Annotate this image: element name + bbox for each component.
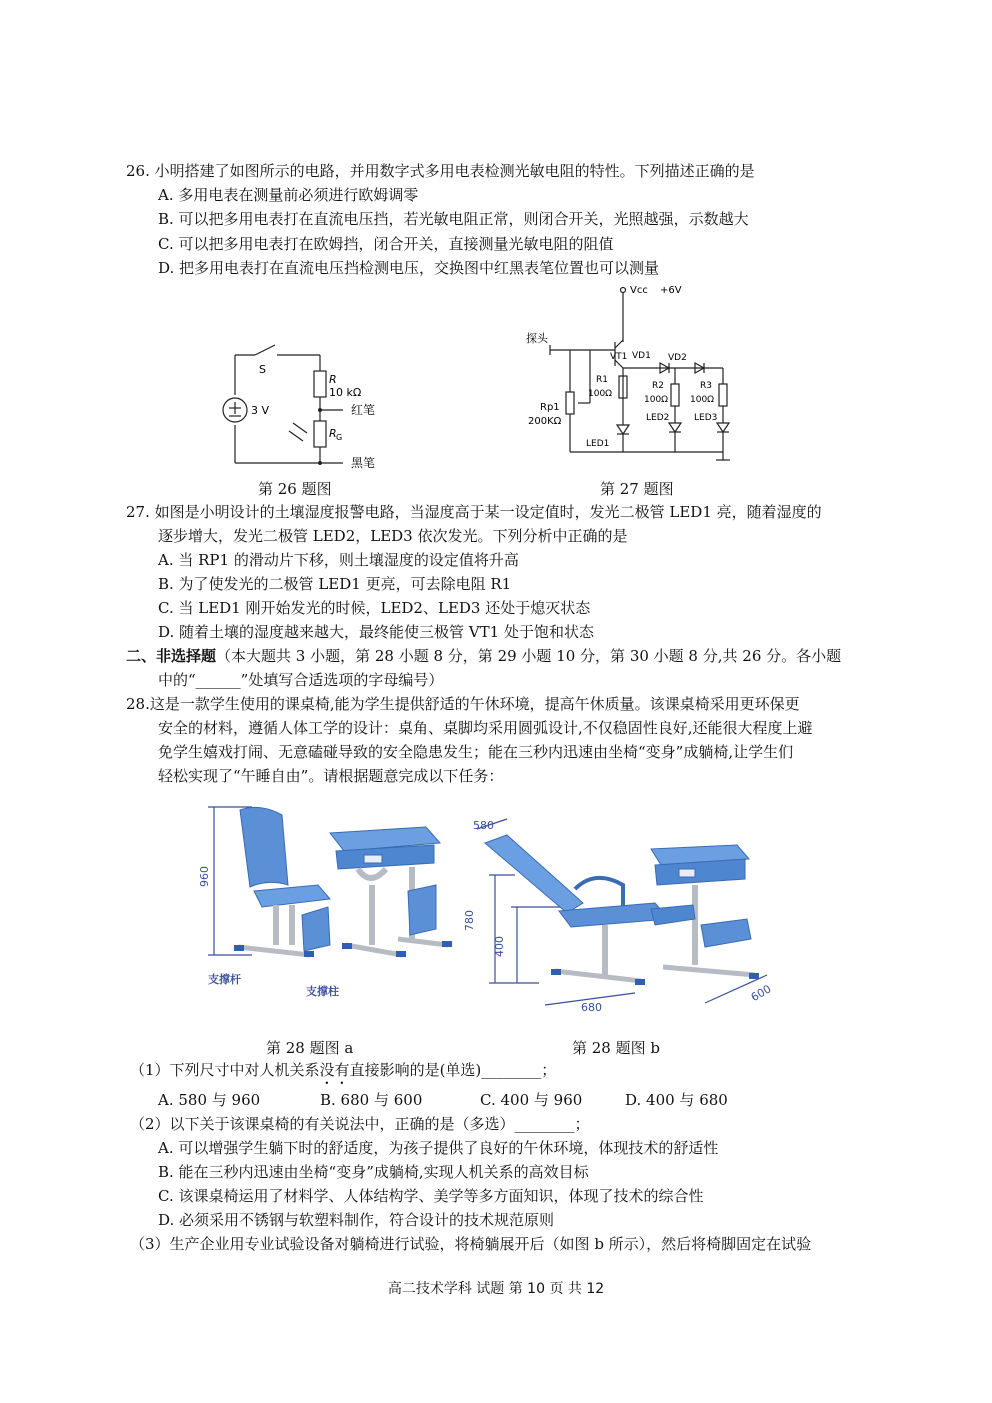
vt1-label: VT1 (610, 352, 628, 362)
vcc-label: Vcc (630, 285, 648, 296)
ldr-name: R (329, 427, 337, 440)
source-label: 3 V (251, 404, 270, 417)
q28-sub2-stem: （2）以下关于该课桌椅的有关说法中，正确的是（多选）________； (130, 1115, 590, 1133)
q27-option-c: C. 当 LED1 刚开始发光的时候，LED2、LED3 还处于熄灭状态 (158, 599, 591, 617)
vd1-label: VD1 (632, 351, 651, 361)
q28-figure-a (190, 795, 460, 1005)
red-probe-label: 红笔 (351, 403, 376, 417)
q28-sub3-stem: （3）生产企业用专业试验设备对躺椅进行试验，将椅躺展开后（如图 b 所示），然后将椅脚固定在试验 (130, 1235, 812, 1253)
q28-sub2-option-b: B. 能在三秒内迅速由坐椅“变身”成躺椅,实现人机关系的高效目标 (158, 1163, 589, 1181)
q26-option-c: C. 可以把多用电表打在欧姆挡，闭合开关，直接测量光敏电阻的阻值 (158, 235, 614, 253)
q28-sub1-option-b: B. 680 与 600 (320, 1091, 423, 1109)
r3-label: R3 (700, 381, 712, 391)
q28-figure-b-caption: 第 28 题图 b (572, 1039, 660, 1057)
q28-sub1-option-a: A. 580 与 960 (158, 1091, 261, 1109)
ldr-subscript: G (336, 433, 343, 442)
section2-title: 二、非选择题 (126, 647, 217, 665)
led3-label: LED3 (694, 413, 718, 423)
probe-label: 探头 (526, 332, 548, 345)
q28-stem-line4: 轻松实现了“午睡自由”。请根据题意完成以下任务： (158, 767, 504, 785)
black-probe-label: 黑笔 (351, 456, 376, 470)
q27-option-b: B. 为了使发光的二极管 LED1 更亮，可去除电阻 R1 (158, 575, 512, 593)
q28-sub1-stem-emphasis: 没有 (319, 1061, 350, 1079)
q26-option-d: D. 把多用电表打在直流电压挡检测电压，交换图中红黑表笔位置也可以测量 (158, 259, 660, 277)
q28-stem-line1: 28.这是一款学生使用的课桌椅,能为学生提供舒适的午休环境，提高午休质量。该课桌椅采用更环保更 (126, 695, 800, 713)
q28-sub1-stem-pre: （1）下列尺寸中对人机关系 (130, 1061, 320, 1079)
q28-sub1-option-c: C. 400 与 960 (480, 1091, 583, 1109)
r1-value: 100Ω (588, 389, 613, 399)
q27-option-a: A. 当 RP1 的滑动片下移，则土壤湿度的设定值将升高 (158, 551, 519, 569)
r3-value: 100Ω (690, 395, 715, 405)
dim-680-label: 680 (581, 1001, 602, 1014)
page-footer: 高二技术学科 试题 第 10 页 共 12 (387, 1281, 605, 1297)
rp1-label: Rp1 (540, 402, 560, 413)
support-rod-label: 支撑杆 (208, 973, 241, 986)
q28-sub1-stem (130, 1060, 556, 1088)
q28-stem-line2: 安全的材料，遵循人体工学的设计：桌角、桌脚均采用圆弧设计,不仅稳固性良好,还能很大程度上避 (158, 719, 813, 737)
dim-400-label: 400 (493, 936, 506, 957)
q28-sub2-option-a: A. 可以增强学生躺下时的舒适度，为孩子提供了良好的午休环境，体现技术的舒适性 (158, 1139, 719, 1157)
resistor-value: 10 kΩ (329, 386, 362, 399)
q26-circuit-diagram (215, 335, 395, 475)
r2-value: 100Ω (644, 395, 669, 405)
vcc-value: +6V (660, 285, 682, 296)
led1-label: LED1 (586, 439, 610, 449)
q28-stem-line3: 免学生嬉戏打闹、无意磕碰导致的安全隐患发生；能在三秒内迅速由坐椅“变身”成躺椅,让学生们 (158, 743, 794, 761)
section2-heading (126, 646, 841, 666)
vd2-label: VD2 (668, 353, 687, 363)
dim-580-label: 580 (473, 819, 494, 832)
q26-figure-caption: 第 26 题图 (258, 480, 332, 498)
q28-sub1-stem-post: 直接影响的是(单选)________； (349, 1061, 557, 1079)
r1-label: R1 (596, 375, 608, 385)
q27-stem-line2: 逐步增大，发光二极管 LED2，LED3 依次发光。下列分析中正确的是 (158, 527, 628, 545)
q26-option-b: B. 可以把多用电表打在直流电压挡，若光敏电阻正常，则闭合开关，光照越强，示数越大 (158, 210, 749, 228)
q28-sub2-option-c: C. 该课桌椅运用了材料学、人体结构学、美学等多方面知识，体现了技术的综合性 (158, 1187, 704, 1205)
section2-desc: （本大题共 3 小题，第 28 小题 8 分，第 29 小题 10 分，第 30 小题 8 分,共 26 分。各小题 (216, 647, 842, 665)
q27-stem-line1: 27. 如图是小明设计的土壤湿度报警电路，当湿度高于某一设定值时，发光二极管 LED1 亮，随着湿度的 (126, 503, 822, 521)
r2-label: R2 (652, 381, 664, 391)
q26-stem: 26. 小明搭建了如图所示的电路，并用数字式多用电表检测光敏电阻的特性。下列描述正确的是 (126, 162, 755, 180)
support-column-label: 支撑柱 (306, 985, 339, 998)
resistor-name: R (329, 373, 337, 386)
q28-figure-b (455, 815, 785, 1020)
q28-sub1-option-d: D. 400 与 680 (625, 1091, 728, 1109)
switch-label: S (259, 363, 266, 376)
q26-option-a: A. 多用电表在测量前必须进行欧姆调零 (158, 186, 419, 204)
led2-label: LED2 (646, 413, 670, 423)
dim-960-label: 960 (198, 866, 211, 887)
dim-600-label: 600 (748, 982, 774, 1005)
q28-figure-a-caption: 第 28 题图 a (266, 1039, 354, 1057)
dim-780-label: 780 (463, 910, 476, 931)
rp1-value: 200KΩ (528, 416, 562, 427)
q27-figure-caption: 第 27 题图 (600, 480, 674, 498)
q28-sub2-option-d: D. 必须采用不锈钢与软塑料制作，符合设计的技术规范原则 (158, 1211, 555, 1229)
q27-circuit-diagram (520, 280, 750, 465)
q27-option-d: D. 随着土壤的湿度越来越大，最终能使三极管 VT1 处于饱和状态 (158, 623, 594, 641)
section2-desc-line2: 中的“______”处填写合适选项的字母编号） (158, 671, 444, 689)
